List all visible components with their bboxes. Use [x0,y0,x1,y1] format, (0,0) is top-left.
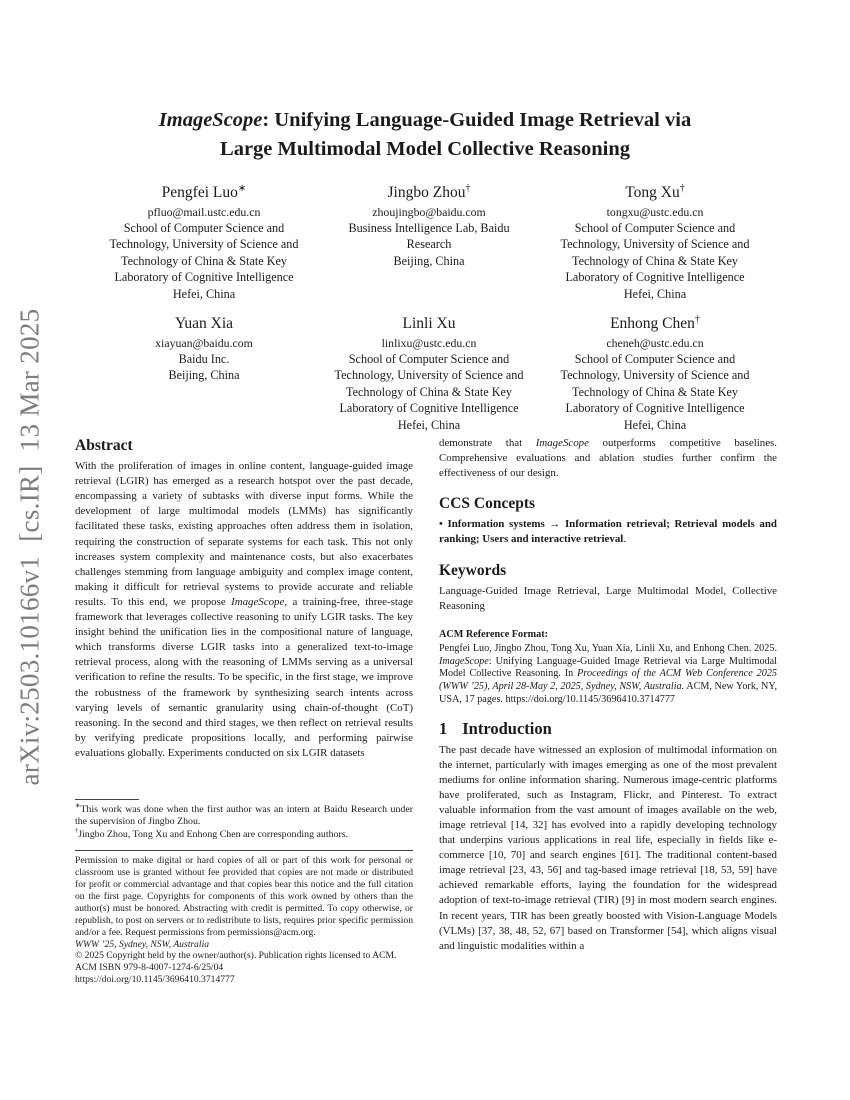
author-name: Linli Xu [402,315,456,332]
author-email: cheneh@ustc.edu.cn [606,336,704,350]
right-column [439,436,777,954]
author-email: linlixu@ustc.edu.cn [381,336,477,350]
author-email: tongxu@ustc.edu.cn [606,205,704,219]
author-block [505,183,805,302]
paper-title-line1: ImageScope: Unifying Language-Guided Image Retrieval via [158,109,692,131]
ccs-text: • Information systems → Information retrieval; Retrieval models and ranking; Users and interactive retrieval. [439,518,777,546]
introduction-text: The past decade have witnessed an explosion of multimodal information on the internet, particularly with images emerging as one of the most prevalent mediums for online information sharing. Numerous image-centric platforms have proliferated, such as Instagram, Flickr, and Pinterest. To extract valuable information from the vast amount of images available on the web, image retrieval [14, 32] has evolved into a rapidly developing technology that underpins various applications in real life, especially in fields like e-commerce [10, 70] and search engines [61]. The traditional content-based image retrieval [23, 43, 56] and tag-based image retrieval [18, 53, 59] have achieved remarkable efforts, laying the foundation for the widespread adoption of text-to-image retrieval (TIR) [9] in most modern search engines. In recent years, TIR has been greatly boosted with Vision-Language Models (VLMs) [37, 38, 48, 52, 67] based on Transformer [54], which aligns visual and linguistic modalities within a [439,743,777,952]
author-affiliation: School of Computer Science and Technology, University of Science and Technology of China & State Key Laboratory of Cognitive Intelligence Hefei, China [560,221,750,301]
footnote-block [75,799,413,986]
author-name: Yuan Xia [174,315,234,332]
section-title: Introduction [462,719,552,739]
author-footnote-marker: † [465,182,471,194]
footnote: †Jingbo Zhou, Tong Xu and Enhong Chen are corresponding authors. [75,827,349,840]
author-email: pfluo@mail.ustc.edu.cn [147,205,261,219]
permission-text: Permission to make digital or hard copies of all or part of this work for personal or classroom use is granted without fee provided that copies are not made or distributed for profit or commercial advantage and that copies bear this notice and the full citation on the first page. Copyrights for components of this work owned by others than the author(s) must be honored. Abstracting with credit is permitted. To copy otherwise, or republish, to post on servers or to redistribute to lists, requires prior specific permission and/or a fee. Request permissions from permissions@acm.org. [75,855,413,938]
introduction-heading [439,719,777,739]
section-number: 1 [439,719,448,739]
paper-title [60,106,790,164]
author-footnote-marker: ∗ [237,182,247,194]
footnote: ∗This work was done when the first author was an intern at Baidu Research under the supervision of Jingbo Zhou. [75,802,413,828]
author-block [505,314,805,433]
footnote-rule [75,799,139,800]
author-affiliation: School of Computer Science and Technology, University of Science and Technology of China & State Key Laboratory of Cognitive Intelligence Hefei, China [334,352,524,432]
paper-title-emph: ImageScope [158,109,263,131]
acm-reference-text: Pengfei Luo, Jingbo Zhou, Tong Xu, Yuan Xia, Linli Xu, and Enhong Chen. 2025. ImageScope: Unifying Language-Guided Image Retrieval via Large Multimodal Model Collective Reasoning. In Proceedings of the ACM Web Conference 2025 (WWW ’25), April 28-May 2, 2025, Sydney, NSW, Australia. ACM, New York, NY, USA, 17 pages. https://doi.org/10.1145/3696410.3714777 [439,642,778,705]
abstract-continued-text: demonstrate that ImageScope outperforms competitive baselines. Comprehensive evaluations and ablation studies further confirm the effectiveness of our design. [439,437,777,480]
author-affiliation: School of Computer Science and Technology, University of Science and Technology of China & State Key Laboratory of Cognitive Intelligence Hefei, China [109,221,299,301]
paper-title-line2: Large Multimodal Model Collective Reasoning [220,138,630,160]
keywords-heading: Keywords [439,561,507,579]
doi-line: https://doi.org/10.1145/3696410.3714777 [75,974,235,986]
arxiv-watermark: arXiv:2503.10166v1 [cs.IR] 13 Mar 2025 [14,308,45,786]
abstract-text: With the proliferation of images in online content, language-guided image retrieval (LGIR) has emerged as a research hotspot over the past decade, encompassing a variety of subtasks with diverse input forms. While the development of large multimodal models (LMMs) has significantly facilitated these tasks, existing approaches often address them in isolation, requiring the construction of separate systems for each task. This not only increases system complexity and maintenance costs, but also exacerbates challenges stemming from language ambiguity and complex image content, making it difficult for retrieval systems to provide accurate and reliable results. To this end, we propose ImageScope, a training-free, three-stage framework that leverages collective reasoning to unify LGIR tasks. The key insight behind the unification lies in the compositional nature of language, which transforms diverse LGIR tasks into a generalized text-to-image retrieval process, along with the reasoning of LMMs serving as a universal verification to refine the results. To be specific, in the first stage, we improve the robustness of the framework by synthesizing search intents across varying levels of semantic granularity using chain-of-thought (CoT) reasoning. In the second and third stages, we then reflect on retrieval results by verifying predicate propositions locally, and performing pairwise evaluations globally. Experiments conducted on six LGIR datasets [75,460,413,759]
ccs-heading: CCS Concepts [439,495,536,513]
isbn-line: ACM ISBN 979-8-4007-1274-6/25/04 [75,962,224,974]
author-footnote-marker: † [694,313,700,325]
conference-venue: WWW ’25, Sydney, NSW, Australia [75,938,210,950]
author-name: Jingbo Zhou† [387,182,471,201]
author-name: Pengfei Luo∗ [161,182,247,201]
acm-reference-heading: ACM Reference Format: [439,628,548,640]
left-column [75,438,413,761]
copyright-line: © 2025 Copyright held by the owner/author(s). Publication rights licensed to ACM. [75,950,397,962]
author-email: zhoujingbo@baidu.com [372,205,486,219]
author-email: xiayuan@baidu.com [155,336,253,350]
author-affiliation: Baidu Inc. Beijing, China [168,352,240,383]
keywords-text: Language-Guided Image Retrieval, Large Multimodal Model, Collective Reasoning [439,584,777,612]
author-affiliation: Business Intelligence Lab, Baidu Research Beijing, China [348,221,510,268]
author-footnote-marker: † [679,182,685,194]
author-affiliation: School of Computer Science and Technology, University of Science and Technology of China & State Key Laboratory of Cognitive Intelligence Hefei, China [560,352,750,432]
footnote-marker: ∗ [75,802,81,810]
abstract-heading: Abstract [75,437,133,454]
author-name: Enhong Chen† [610,313,700,332]
permission-rule [75,850,413,851]
author-name: Tong Xu† [625,182,685,201]
footnote-marker: † [75,827,79,835]
